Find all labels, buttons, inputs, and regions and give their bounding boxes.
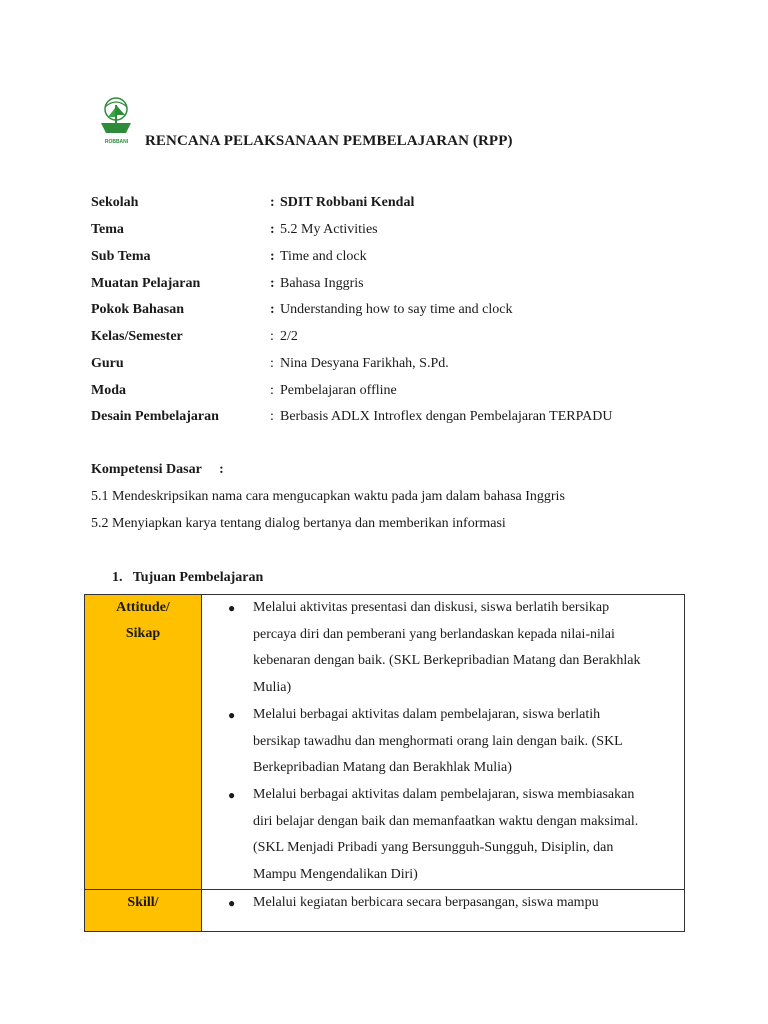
field-label: Pokok Bahasan [91, 302, 184, 317]
objective-text: diri belajar dengan baik dan memanfaatkan waktu dengan maksimal. [253, 813, 639, 829]
field-value: SDIT Robbani Kendal [280, 195, 415, 210]
field-label: Muatan Pelajaran [91, 276, 201, 291]
bullet-icon: ● [228, 895, 236, 910]
objective-line [202, 729, 684, 756]
objective-line [202, 809, 684, 836]
tujuan-heading: 1. Tujuan Pembelajaran [112, 570, 264, 585]
field-colon: : [270, 302, 275, 317]
field-colon: : [270, 276, 275, 291]
objective-line [202, 675, 684, 702]
field-label: Kelas/Semester [91, 329, 183, 344]
bullet-icon: ● [228, 601, 236, 615]
kompetensi-item: 5.2 Menyiapkan karya tentang dialog bertanya dan memberikan informasi [91, 516, 506, 531]
objective-text: percaya diri dan pemberani yang berlandaskan kepada nilai-nilai [253, 626, 615, 642]
objective-text: Melalui aktivitas presentasi dan diskusi, siswa berlatih bersikap [253, 600, 610, 615]
table-row [85, 595, 685, 890]
field-value: 2/2 [280, 329, 298, 344]
category-cell-attitude [85, 595, 202, 890]
objective-line [202, 702, 684, 729]
field-colon: : [270, 329, 274, 344]
category-label: Sikap [125, 626, 161, 641]
field-label: Guru [91, 356, 124, 371]
objective-line [202, 782, 684, 809]
objectives-list [202, 890, 684, 917]
objective-line [202, 755, 684, 782]
tujuan-table [84, 594, 685, 932]
objective-text: (SKL Menjadi Pribadi yang Bersungguh-Sungguh, Disiplin, dan [253, 840, 614, 856]
logo-text: ROBBANI [104, 139, 129, 145]
bullet-icon: ● [228, 787, 236, 802]
field-label: Sekolah [91, 195, 139, 210]
field-label: Moda [91, 383, 126, 398]
kompetensi-heading: Kompetensi Dasar : [91, 462, 224, 477]
table-row [85, 889, 685, 931]
school-logo [91, 93, 142, 146]
objective-text: Melalui kegiatan berbicara secara berpasangan, siswa mampu [253, 894, 599, 910]
field-value: Understanding how to say time and clock [280, 302, 513, 317]
category-cell-skill [85, 889, 202, 931]
objectives-cell [202, 889, 685, 931]
field-colon: : [270, 409, 274, 424]
field-value: 5.2 My Activities [280, 222, 378, 237]
field-label: Desain Pembelajaran [91, 409, 219, 424]
field-label: Sub Tema [91, 249, 151, 264]
objective-text: kebenaran dengan baik. (SKL Berkepribadian Matang dan Berakhlak [253, 653, 641, 669]
bullet-icon: ● [228, 707, 236, 722]
field-label: Tema [91, 222, 124, 237]
objective-line [202, 595, 684, 622]
field-colon: : [270, 383, 274, 398]
field-value: Pembelajaran offline [280, 383, 397, 398]
objective-line [202, 862, 684, 889]
kompetensi-item: 5.1 Mendeskripsikan nama cara mengucapkan waktu pada jam dalam bahasa Inggris [91, 489, 565, 504]
field-value: Bahasa Inggris [280, 276, 364, 291]
category-label: Skill/ [127, 894, 159, 910]
category-label: Attitude/ [116, 600, 170, 615]
field-value: Time and clock [280, 249, 367, 264]
field-value: Berbasis ADLX Introflex dengan Pembelajaran TERPADU [280, 409, 613, 424]
objective-line [202, 890, 684, 917]
objective-text: Mulia) [253, 680, 292, 696]
field-colon: : [270, 356, 274, 371]
objective-text: bersikap tawadhu dan menghormati orang lain dengan baik. (SKL [253, 733, 623, 749]
objective-line [202, 648, 684, 675]
objective-text: Melalui berbagai aktivitas dalam pembelajaran, siswa berlatih [253, 706, 601, 722]
field-value: Nina Desyana Farikhah, S.Pd. [280, 356, 449, 371]
objective-line [202, 835, 684, 862]
field-colon: : [270, 249, 275, 264]
objective-text: Mampu Mengendalikan Diri) [253, 867, 418, 883]
objective-line [202, 622, 684, 649]
document-title: RENCANA PELAKSANAAN PEMBELAJARAN (RPP) [145, 133, 513, 149]
field-colon: : [270, 222, 275, 237]
objective-text: Berkepribadian Matang dan Berakhlak Mulia) [253, 760, 512, 776]
field-colon: : [270, 195, 275, 210]
objectives-cell [202, 595, 685, 890]
objectives-list [202, 595, 684, 889]
objective-text: Melalui berbagai aktivitas dalam pembelajaran, siswa membiasakan [253, 786, 635, 802]
